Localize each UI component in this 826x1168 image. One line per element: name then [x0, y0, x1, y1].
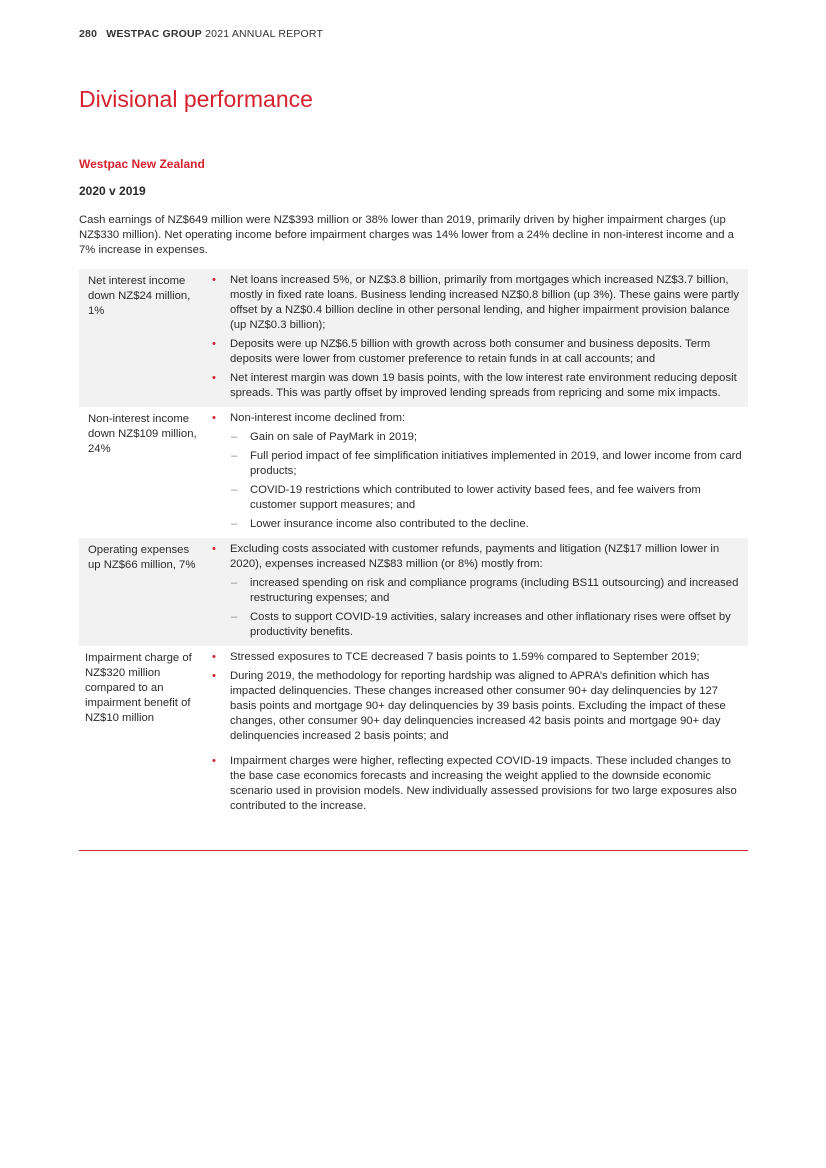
- bullet-item: • Net loans increased 5%, or NZ$3.8 billion, primarily from mortgages which increased NZ$3.7 billion, mostly in fixed rate loans. Business lending increased NZ$0.8 billion (up 3%). These gains were partly offset by a NZ$0.4 billion decline in other personal lending, and higher impairment provision balance (up NZ$0.3 billion);: [203, 273, 744, 333]
- row-label: Operating expenses up NZ$66 million, 7%: [88, 544, 196, 571]
- bullet-item: • Non-interest income declined from:: [203, 411, 744, 426]
- table-row: [79, 646, 748, 820]
- table-bottom-rule: [79, 850, 748, 851]
- bullet-item: • Net interest margin was down 19 basis points, with the low interest rate environment reducing deposit spreads. This was partly offset by improved lending spreads from repricing and some mix impacts.: [203, 371, 744, 401]
- dash-item: – Costs to support COVID-19 activities, salary increases and other inflationary rises were offset by productivity benefits.: [203, 610, 744, 640]
- bullet-item: • Deposits were up NZ$6.5 billion with growth across both consumer and business deposits. Term deposits were lower from customer preference to retain funds in at call accounts; and: [203, 337, 744, 367]
- row-content: [203, 646, 748, 820]
- row-label: Non-interest income down NZ$109 million, 24%: [88, 413, 197, 455]
- row-label: Net interest income down NZ$24 million, 1%: [88, 275, 191, 317]
- row-content: [203, 538, 748, 646]
- dash-item: – COVID-19 restrictions which contributed to lower activity based fees, and fee waivers from customer support measures; and: [203, 483, 744, 513]
- dash-item: – Full period impact of fee simplification initiatives implemented in 2019, and lower income from card products;: [203, 449, 744, 479]
- header-group: WESTPAC GROUP: [106, 28, 202, 40]
- header-report: 2021 ANNUAL REPORT: [205, 28, 324, 40]
- table-row: [79, 407, 748, 538]
- row-label: Impairment charge of NZ$320 million compared to an impairment benefit of NZ$10 million: [85, 652, 192, 724]
- bullet-item: • Impairment charges were higher, reflecting expected COVID-19 impacts. These included changes to the base case economics forecasts and increasing the weight applied to the downside economic scenario used in provision models. New individually assessed provisions for two large exposures also contributed to the increase.: [203, 754, 744, 814]
- intro-paragraph: Cash earnings of NZ$649 million were NZ$393 million or 38% lower than 2019, primarily driven by higher impairment charges (up NZ$330 million). Net operating income before impairment charges was 14% lower from a 24% decline in non-interest income and a 7% increase in expenses.: [79, 214, 734, 256]
- table-row: [79, 538, 748, 646]
- row-content: [203, 269, 748, 407]
- bullet-item: • During 2019, the methodology for reporting hardship was aligned to APRA’s definition which has impacted delinquencies. These changes increased other consumer 90+ day delinquencies by 127 basis points and mortgage 90+ day delinquencies by 39 basis points. Excluding the impact of these changes, other consumer 90+ day delinquencies increased 42 basis points and mortgage 90+ day delinquencies increased 2 basis points; and: [203, 669, 744, 744]
- bullet-item: • Excluding costs associated with customer refunds, payments and litigation (NZ$17 million lower in 2020), expenses increased NZ$83 million (or 8%) mostly from:: [203, 542, 744, 572]
- section-title: Westpac New Zealand: [79, 157, 205, 171]
- performance-table: [79, 269, 748, 820]
- dash-item: – increased spending on risk and compliance programs (including BS11 outsourcing) and increased restructuring expenses; and: [203, 576, 744, 606]
- dash-item: – Gain on sale of PayMark in 2019;: [203, 430, 744, 445]
- running-header: [79, 28, 323, 40]
- page-number: 280: [79, 28, 98, 40]
- comparison-subtitle: 2020 v 2019: [79, 184, 146, 198]
- page-title: Divisional performance: [79, 86, 313, 112]
- bullet-item: • Stressed exposures to TCE decreased 7 basis points to 1.59% compared to September 2019;: [203, 650, 744, 665]
- dash-item: – Lower insurance income also contributed to the decline.: [203, 517, 744, 532]
- table-row: [79, 269, 748, 407]
- row-content: [203, 407, 748, 538]
